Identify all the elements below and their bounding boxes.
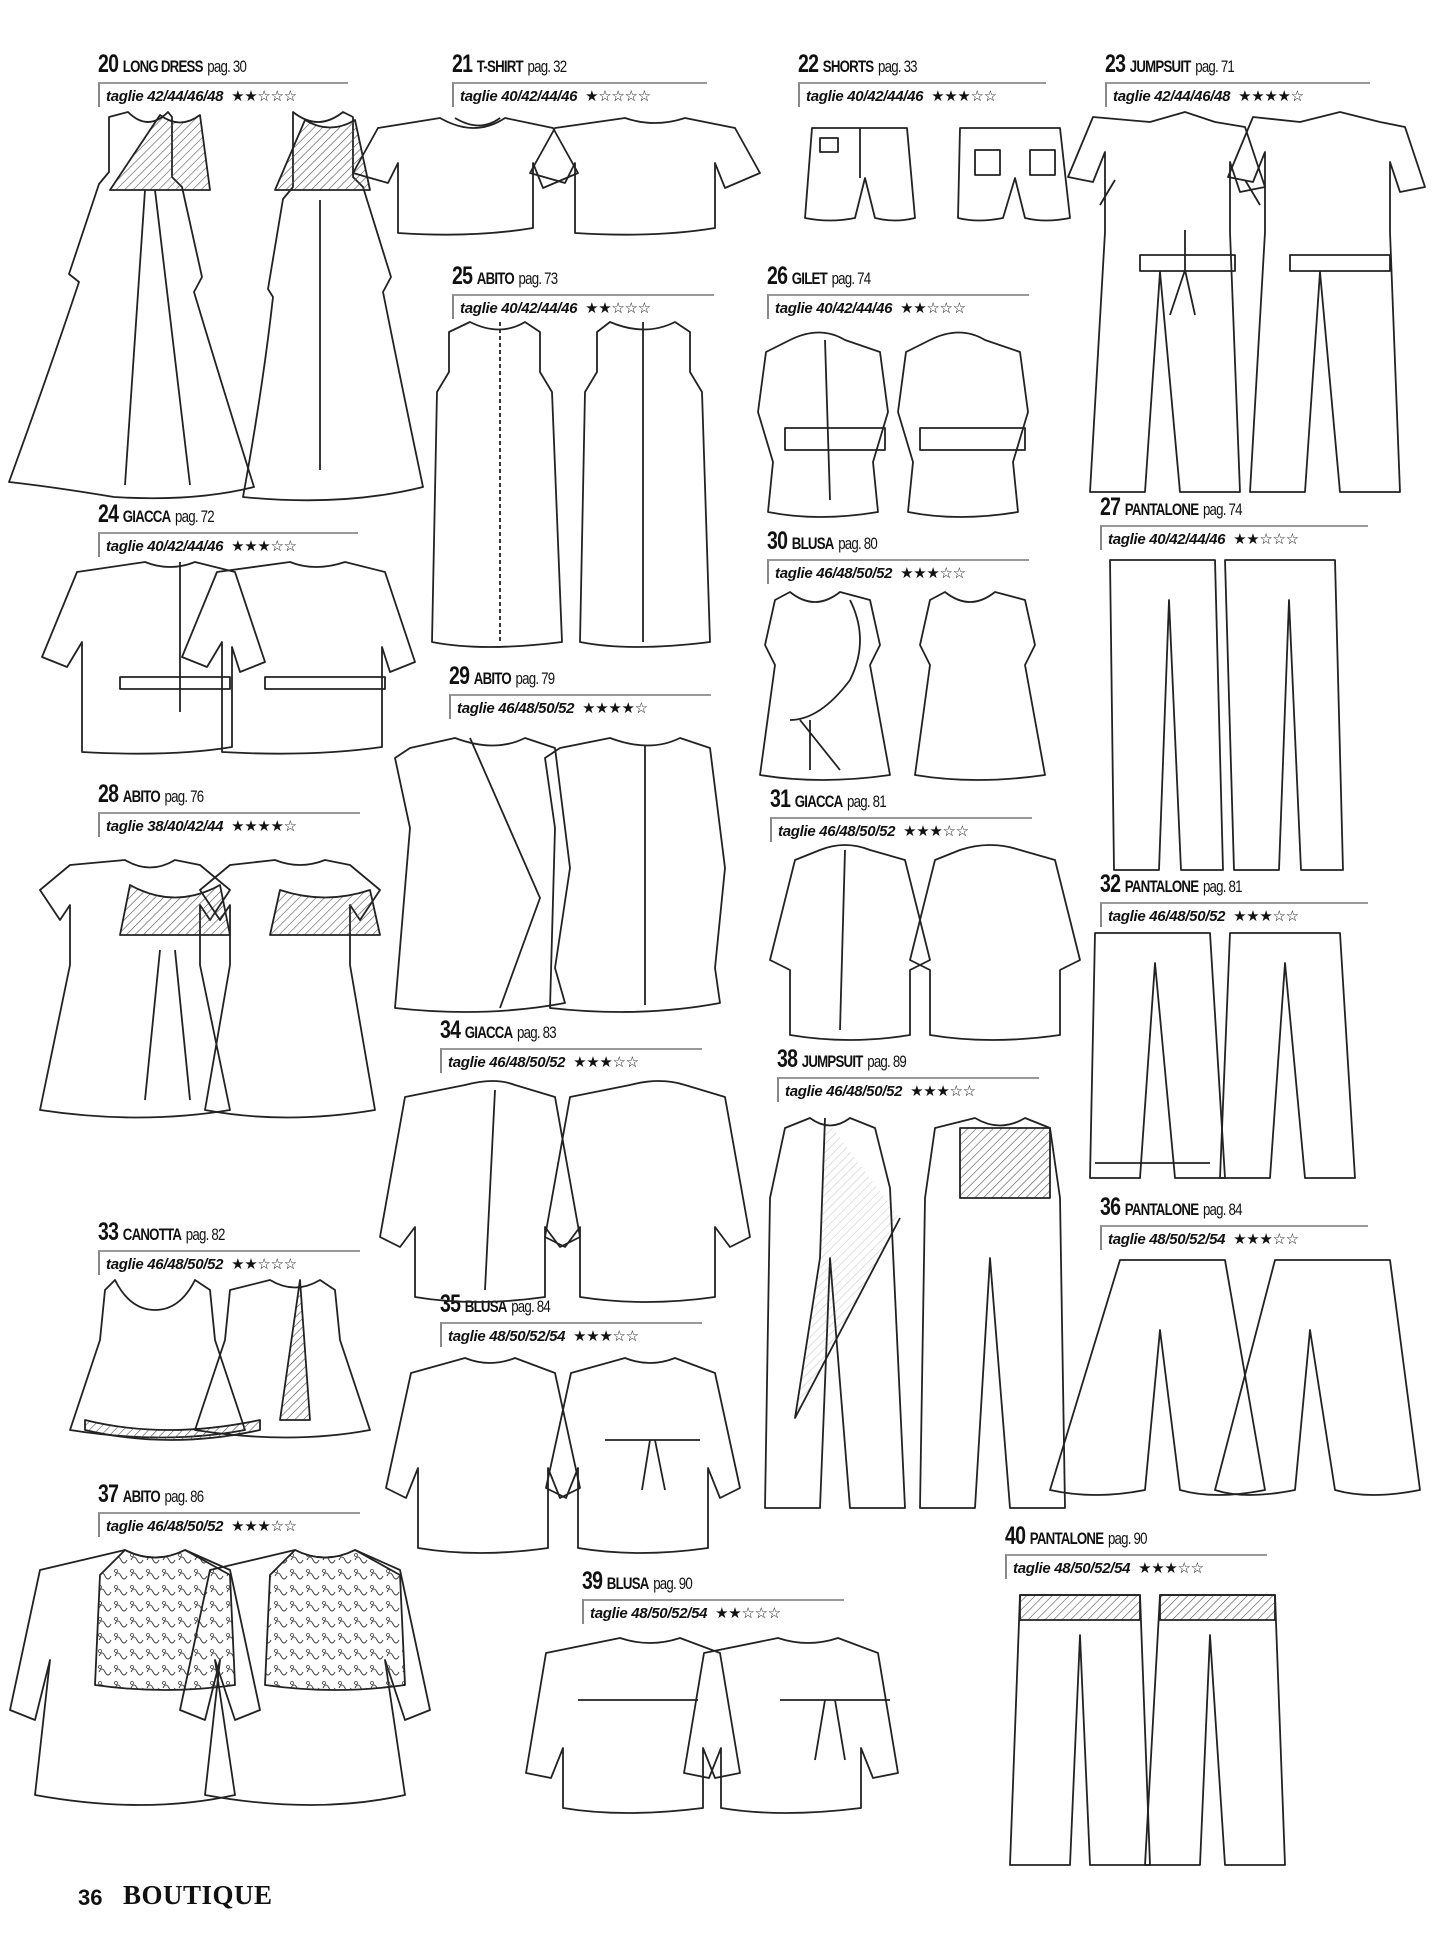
sketch-31-front xyxy=(770,845,930,1040)
model-title: 33 CANOTTA pag. 82 xyxy=(98,1218,225,1246)
model-sizes: taglie 40/42/44/46 ★★★☆☆ xyxy=(798,82,1046,107)
difficulty-stars: ★★★☆☆ xyxy=(573,1054,639,1071)
model-title: 37 ABITO pag. 86 xyxy=(98,1480,204,1508)
model-title: 25 ABITO pag. 73 xyxy=(452,262,558,290)
sketch-24-back xyxy=(182,562,415,754)
sketch-22-back xyxy=(958,128,1070,221)
sketch-26-back xyxy=(898,333,1028,518)
model-title: 36 PANTALONE pag. 84 xyxy=(1100,1193,1242,1221)
model-title: 28 ABITO pag. 76 xyxy=(98,780,204,808)
sketch-20-back xyxy=(243,112,423,500)
sketch-37-front xyxy=(10,1550,260,1805)
difficulty-stars: ★★★☆☆ xyxy=(900,565,966,582)
page-number: 36 xyxy=(78,1885,103,1910)
difficulty-stars: ★★☆☆☆ xyxy=(715,1605,781,1622)
model-title: 32 PANTALONE pag. 81 xyxy=(1100,870,1242,898)
sketch-34-back xyxy=(545,1081,750,1302)
model-sizes: taglie 42/44/46/48 ★★☆☆☆ xyxy=(98,82,348,107)
model-sizes: taglie 40/42/44/46 ★★☆☆☆ xyxy=(1100,525,1368,550)
model-title: 24 GIACCA pag. 72 xyxy=(98,500,214,528)
model-title: 30 BLUSA pag. 80 xyxy=(767,527,877,555)
sketch-38-front xyxy=(765,1118,905,1508)
sketch-25-back xyxy=(580,322,710,647)
sketch-32-front xyxy=(1090,933,1225,1178)
difficulty-stars: ★★★☆☆ xyxy=(1138,1560,1204,1577)
model-sizes: taglie 40/42/44/46 ★★☆☆☆ xyxy=(452,294,714,319)
model-sizes: taglie 46/48/50/52 ★★★☆☆ xyxy=(777,1077,1039,1102)
model-title: 29 ABITO pag. 79 xyxy=(449,662,555,690)
sketch-20-front xyxy=(9,112,254,498)
difficulty-stars: ★★★☆☆ xyxy=(573,1328,639,1345)
model-title: 22 SHORTS pag. 33 xyxy=(798,50,917,78)
sketch-28-back xyxy=(200,860,380,1118)
model-sizes: taglie 46/48/50/52 ★★☆☆☆ xyxy=(98,1250,360,1275)
model-sizes: taglie 46/48/50/52 ★★★☆☆ xyxy=(440,1048,702,1073)
model-sizes: taglie 48/50/52/54 ★★☆☆☆ xyxy=(582,1599,844,1624)
difficulty-stars: ★★★★☆ xyxy=(1238,88,1304,105)
difficulty-stars: ★★★☆☆ xyxy=(931,88,997,105)
difficulty-stars: ★★☆☆☆ xyxy=(231,1256,297,1273)
sketch-39-back xyxy=(684,1638,898,1813)
model-title: 21 T-SHIRT pag. 32 xyxy=(452,50,567,78)
sketch-40-front xyxy=(1010,1595,1150,1865)
difficulty-stars: ★★☆☆☆ xyxy=(585,300,651,317)
difficulty-stars: ★★★☆☆ xyxy=(231,1518,297,1535)
brand-logo: BOUTIQUE xyxy=(123,1880,273,1910)
model-title: 23 JUMPSUIT pag. 71 xyxy=(1105,50,1235,78)
sketch-32-back xyxy=(1220,933,1355,1178)
difficulty-stars: ★★★☆☆ xyxy=(1233,908,1299,925)
model-sizes: taglie 48/50/52/54 ★★★☆☆ xyxy=(440,1322,702,1347)
sketch-34-front xyxy=(380,1081,580,1302)
sketch-35-back xyxy=(546,1358,740,1553)
sketch-33-front xyxy=(70,1280,260,1440)
sketch-27-back xyxy=(1225,560,1343,870)
model-title: 27 PANTALONE pag. 74 xyxy=(1100,493,1242,521)
difficulty-stars: ★★★☆☆ xyxy=(910,1083,976,1100)
difficulty-stars: ★★★☆☆ xyxy=(1233,1231,1299,1248)
model-sizes: taglie 46/48/50/52 ★★★☆☆ xyxy=(770,817,1032,842)
difficulty-stars: ★★★★☆ xyxy=(582,700,648,717)
sketch-36-front xyxy=(1050,1260,1265,1495)
difficulty-stars: ★★☆☆☆ xyxy=(900,300,966,317)
sketch-25-front xyxy=(432,322,562,647)
model-sizes: taglie 46/48/50/52 ★★★☆☆ xyxy=(767,559,1029,584)
sketch-27-front xyxy=(1110,560,1223,870)
model-sizes: taglie 38/40/42/44 ★★★★☆ xyxy=(98,812,360,837)
sketch-39-front xyxy=(526,1638,740,1813)
model-title: 20 LONG DRESS pag. 30 xyxy=(98,50,247,78)
model-sizes: taglie 46/48/50/52 ★★★☆☆ xyxy=(1100,902,1368,927)
difficulty-stars: ★★☆☆☆ xyxy=(1233,531,1299,548)
model-sizes: taglie 40/42/44/46 ★★★☆☆ xyxy=(98,532,358,557)
sketch-23-back xyxy=(1228,112,1425,492)
sketch-26-front xyxy=(758,333,888,518)
sketch-40-back xyxy=(1145,1595,1285,1865)
sketch-28-front xyxy=(40,860,230,1118)
sketch-23-front xyxy=(1068,112,1265,492)
model-sizes: taglie 48/50/52/54 ★★★☆☆ xyxy=(1100,1225,1368,1250)
model-title: 40 PANTALONE pag. 90 xyxy=(1005,1522,1147,1550)
model-sizes: taglie 40/42/44/46 ★☆☆☆☆ xyxy=(452,82,707,107)
sketch-24-front xyxy=(42,562,265,754)
difficulty-stars: ★☆☆☆☆ xyxy=(585,88,651,105)
model-title: 39 BLUSA pag. 90 xyxy=(582,1567,692,1595)
sketch-29-back xyxy=(545,738,725,1012)
sketch-29-front xyxy=(395,738,570,1012)
difficulty-stars: ★★★★☆ xyxy=(231,818,297,835)
model-title: 26 GILET pag. 74 xyxy=(767,262,871,290)
sketch-22-front xyxy=(805,128,915,221)
difficulty-stars: ★★☆☆☆ xyxy=(231,88,297,105)
model-sizes: taglie 42/44/46/48 ★★★★☆ xyxy=(1105,82,1370,107)
model-title: 35 BLUSA pag. 84 xyxy=(440,1290,550,1318)
model-sizes: taglie 46/48/50/52 ★★★☆☆ xyxy=(98,1512,360,1537)
sketch-30-back xyxy=(915,592,1045,780)
difficulty-stars: ★★★☆☆ xyxy=(231,538,297,555)
sketch-35-front xyxy=(386,1358,580,1553)
sketch-30-front xyxy=(760,592,890,780)
model-sizes: taglie 48/50/52/54 ★★★☆☆ xyxy=(1005,1554,1267,1579)
model-title: 38 JUMPSUIT pag. 89 xyxy=(777,1045,907,1073)
model-sizes: taglie 46/48/50/52 ★★★★☆ xyxy=(449,694,711,719)
sketch-31-back xyxy=(910,845,1080,1040)
model-sizes: taglie 40/42/44/46 ★★☆☆☆ xyxy=(767,294,1029,319)
model-title: 31 GIACCA pag. 81 xyxy=(770,785,886,813)
sketch-21-back xyxy=(530,118,760,235)
difficulty-stars: ★★★☆☆ xyxy=(903,823,969,840)
model-title: 34 GIACCA pag. 83 xyxy=(440,1016,556,1044)
sketch-38-back xyxy=(920,1118,1065,1508)
